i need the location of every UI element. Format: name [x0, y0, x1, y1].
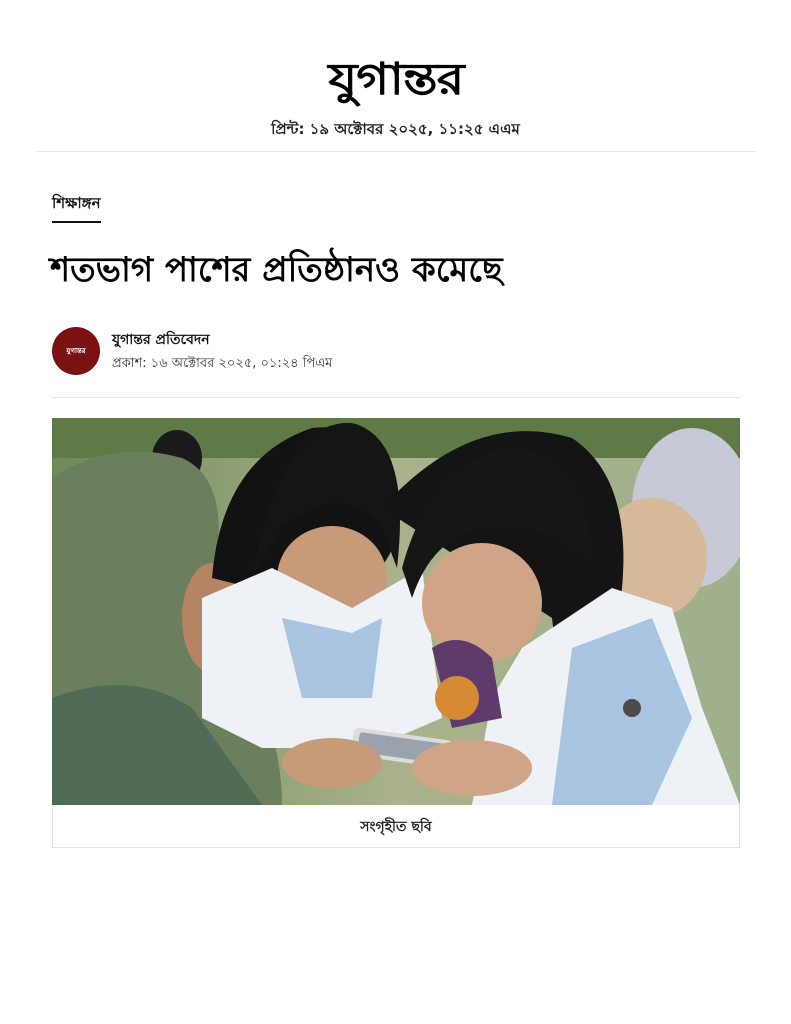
category-label[interactable]: শিক্ষাঙ্গন	[52, 192, 101, 223]
published-date: প্রকাশ: ১৬ অক্টোবর ২০২৫, ০১:২৪ পিএম	[112, 356, 333, 371]
article-photo	[52, 418, 740, 805]
avatar-logo-text: যুগান্তর	[66, 346, 86, 355]
image-caption: সংগৃহীত ছবি	[360, 819, 432, 835]
print-date: প্রিন্ট: ১৯ অক্টোবর ২০২৫, ১১:২৫ এএম	[271, 120, 520, 138]
author-name[interactable]: যুগান্তর প্রতিবেদন	[112, 332, 210, 348]
author-avatar	[52, 327, 100, 375]
header-divider	[36, 151, 755, 152]
masthead	[0, 52, 791, 108]
byline-divider	[52, 397, 740, 398]
site-logo[interactable]: যুগান্তর	[327, 54, 464, 105]
article-headline: শতভাগ পাশের প্রতিষ্ঠানও কমেছে	[50, 250, 503, 290]
